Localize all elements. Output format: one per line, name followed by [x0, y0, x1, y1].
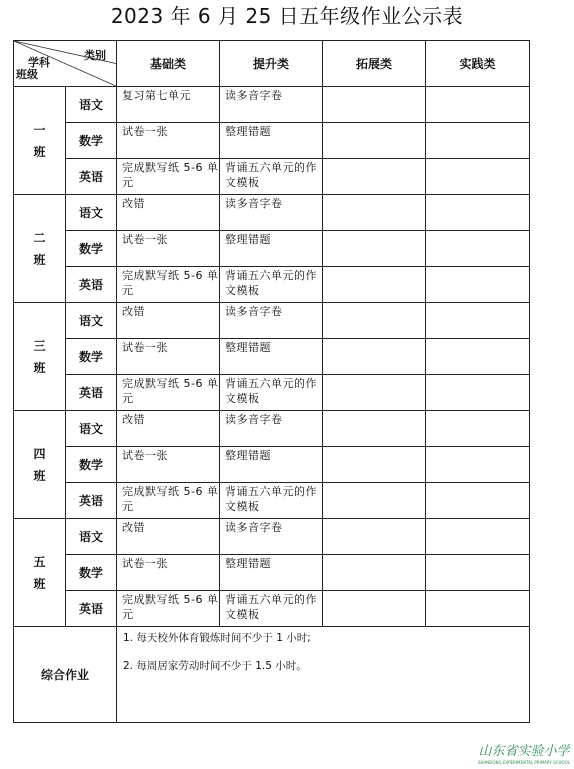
basic-homework-cell — [117, 303, 220, 339]
table-row — [14, 483, 530, 519]
basic-homework-cell — [117, 555, 220, 591]
extended-homework-cell — [323, 483, 426, 519]
svg-text:山东省实验小学: 山东省实验小学 — [478, 744, 570, 759]
extended-homework-text — [328, 555, 425, 556]
table-row — [14, 591, 530, 627]
extended-homework-text — [328, 159, 425, 160]
extended-homework-cell — [323, 267, 426, 303]
class-name-bottom: 班 — [33, 252, 46, 267]
basic-homework-cell — [117, 447, 220, 483]
extended-homework-text — [328, 339, 425, 340]
basic-homework-text: 试卷一张 — [122, 341, 168, 354]
basic-homework-text: 改错 — [122, 197, 145, 210]
class-name-top: 四 — [33, 446, 46, 461]
extended-homework-text — [328, 519, 425, 520]
advanced-homework-text: 整理错题 — [225, 449, 271, 462]
basic-homework-text: 完成默写纸 5-6 单元 — [122, 161, 219, 189]
basic-homework-cell — [117, 411, 220, 447]
advanced-homework-cell — [220, 591, 323, 627]
practice-homework-text — [431, 447, 529, 448]
table-row — [14, 375, 530, 411]
class-name-cell — [14, 195, 66, 303]
advanced-homework-text: 整理错题 — [225, 341, 271, 354]
subject-cell: 英语 — [66, 159, 117, 195]
school-logo — [478, 739, 570, 767]
practice-homework-text — [431, 339, 529, 340]
table-row — [14, 555, 530, 591]
basic-homework-text: 完成默写纸 5-6 单元 — [122, 593, 219, 621]
advanced-homework-text: 读多音字卷 — [225, 413, 283, 426]
extended-homework-cell — [323, 339, 426, 375]
practice-homework-cell — [426, 591, 530, 627]
extended-homework-cell — [323, 159, 426, 195]
basic-homework-cell — [117, 87, 220, 123]
summary-notes-cell — [117, 627, 530, 723]
advanced-homework-cell — [220, 303, 323, 339]
class-name-cell — [14, 411, 66, 519]
advanced-homework-cell — [220, 87, 323, 123]
table-row — [14, 231, 530, 267]
summary-note: 2. 每周居家劳动时间不少于 1.5 小时。 — [123, 660, 307, 672]
class-name-cell — [14, 519, 66, 627]
extended-homework-text — [328, 411, 425, 412]
table-row — [14, 195, 530, 231]
practice-homework-text — [431, 267, 529, 268]
subject-cell: 英语 — [66, 267, 117, 303]
extended-homework-text — [328, 303, 425, 304]
subject-cell: 英语 — [66, 483, 117, 519]
advanced-homework-cell — [220, 519, 323, 555]
practice-homework-cell — [426, 303, 530, 339]
column-header-practice: 实践类 — [426, 41, 530, 87]
practice-homework-text — [431, 195, 529, 196]
basic-homework-cell — [117, 339, 220, 375]
advanced-homework-cell — [220, 339, 323, 375]
practice-homework-text — [431, 159, 529, 160]
class-name-bottom: 班 — [33, 468, 46, 483]
basic-homework-cell — [117, 267, 220, 303]
basic-homework-cell — [117, 519, 220, 555]
corner-subject-label: 学科 — [28, 56, 50, 69]
extended-homework-text — [328, 375, 425, 376]
advanced-homework-text: 背诵五六单元的作文模板 — [225, 269, 317, 297]
basic-homework-text: 复习第七单元 — [122, 89, 191, 102]
practice-homework-text — [431, 411, 529, 412]
advanced-homework-text: 读多音字卷 — [225, 197, 283, 210]
practice-homework-text — [431, 483, 529, 484]
advanced-homework-text: 背诵五六单元的作文模板 — [225, 485, 317, 513]
practice-homework-cell — [426, 555, 530, 591]
table-row — [14, 87, 530, 123]
advanced-homework-cell — [220, 267, 323, 303]
summary-note: 1. 每天校外体育锻炼时间不少于 1 小时; — [123, 632, 311, 644]
basic-homework-text: 试卷一张 — [122, 233, 168, 246]
practice-homework-text — [431, 303, 529, 304]
practice-homework-cell — [426, 519, 530, 555]
basic-homework-text: 改错 — [122, 413, 145, 426]
table-row — [14, 519, 530, 555]
advanced-homework-cell — [220, 375, 323, 411]
subject-cell: 数学 — [66, 447, 117, 483]
advanced-homework-cell — [220, 159, 323, 195]
practice-homework-cell — [426, 339, 530, 375]
basic-homework-text: 改错 — [122, 305, 145, 318]
column-header-advanced: 提升类 — [220, 41, 323, 87]
advanced-homework-cell — [220, 555, 323, 591]
page-title: 2023 年 6 月 25 日五年级作业公示表 — [110, 4, 464, 28]
class-name-top: 三 — [33, 338, 46, 353]
extended-homework-cell — [323, 231, 426, 267]
basic-homework-text: 改错 — [122, 521, 145, 534]
practice-homework-cell — [426, 195, 530, 231]
practice-homework-cell — [426, 231, 530, 267]
subject-cell: 语文 — [66, 87, 117, 123]
practice-homework-cell — [426, 375, 530, 411]
extended-homework-cell — [323, 195, 426, 231]
basic-homework-text: 试卷一张 — [122, 557, 168, 570]
extended-homework-text — [328, 195, 425, 196]
practice-homework-text — [431, 519, 529, 520]
practice-homework-cell — [426, 447, 530, 483]
practice-homework-cell — [426, 123, 530, 159]
summary-row — [14, 627, 530, 723]
table-row — [14, 159, 530, 195]
subject-cell: 数学 — [66, 231, 117, 267]
extended-homework-cell — [323, 411, 426, 447]
advanced-homework-cell — [220, 231, 323, 267]
advanced-homework-text: 读多音字卷 — [225, 521, 283, 534]
class-name-top: 二 — [33, 230, 46, 245]
table-row — [14, 303, 530, 339]
extended-homework-text — [328, 123, 425, 124]
extended-homework-text — [328, 447, 425, 448]
corner-header-cell — [14, 41, 117, 87]
subject-cell: 语文 — [66, 519, 117, 555]
practice-homework-cell — [426, 87, 530, 123]
basic-homework-cell — [117, 483, 220, 519]
class-name-cell — [14, 87, 66, 195]
class-name-top: 一 — [33, 122, 46, 137]
subject-cell: 数学 — [66, 555, 117, 591]
table-row — [14, 339, 530, 375]
practice-homework-cell — [426, 411, 530, 447]
header-row — [14, 41, 530, 87]
table-row — [14, 123, 530, 159]
extended-homework-text — [328, 483, 425, 484]
corner-class-label: 班级 — [16, 68, 38, 81]
extended-homework-cell — [323, 87, 426, 123]
advanced-homework-cell — [220, 123, 323, 159]
extended-homework-text — [328, 591, 425, 592]
subject-cell: 语文 — [66, 411, 117, 447]
extended-homework-text — [328, 87, 425, 88]
advanced-homework-text: 整理错题 — [225, 233, 271, 246]
advanced-homework-text: 背诵五六单元的作文模板 — [225, 377, 317, 405]
corner-category-label: 类别 — [84, 49, 106, 62]
advanced-homework-text: 整理错题 — [225, 125, 271, 138]
summary-label: 综合作业 — [14, 627, 117, 723]
practice-homework-cell — [426, 483, 530, 519]
advanced-homework-text: 读多音字卷 — [225, 305, 283, 318]
class-name-cell — [14, 303, 66, 411]
extended-homework-cell — [323, 303, 426, 339]
extended-homework-cell — [323, 591, 426, 627]
advanced-homework-text: 背诵五六单元的作文模板 — [225, 593, 317, 621]
extended-homework-cell — [323, 555, 426, 591]
subject-cell: 语文 — [66, 303, 117, 339]
basic-homework-text: 完成默写纸 5-6 单元 — [122, 377, 219, 405]
advanced-homework-text: 读多音字卷 — [225, 89, 283, 102]
svg-text:SHANDONG EXPERIMENTAL PRIMARY: SHANDONG EXPERIMENTAL PRIMARY SCHOOL — [478, 760, 570, 765]
extended-homework-cell — [323, 375, 426, 411]
basic-homework-cell — [117, 375, 220, 411]
practice-homework-cell — [426, 159, 530, 195]
class-name-bottom: 班 — [33, 144, 46, 159]
column-header-basic: 基础类 — [117, 41, 220, 87]
advanced-homework-cell — [220, 195, 323, 231]
basic-homework-cell — [117, 591, 220, 627]
basic-homework-cell — [117, 231, 220, 267]
practice-homework-text — [431, 591, 529, 592]
extended-homework-text — [328, 267, 425, 268]
extended-homework-text — [328, 231, 425, 232]
table-row — [14, 267, 530, 303]
extended-homework-cell — [323, 519, 426, 555]
advanced-homework-cell — [220, 483, 323, 519]
class-name-top: 五 — [33, 554, 46, 569]
subject-cell: 数学 — [66, 339, 117, 375]
table-row — [14, 411, 530, 447]
homework-table — [13, 40, 530, 723]
practice-homework-text — [431, 555, 529, 556]
class-name-bottom: 班 — [33, 576, 46, 591]
subject-cell: 英语 — [66, 591, 117, 627]
basic-homework-text: 试卷一张 — [122, 125, 168, 138]
basic-homework-text: 试卷一张 — [122, 449, 168, 462]
practice-homework-cell — [426, 267, 530, 303]
subject-cell: 语文 — [66, 195, 117, 231]
basic-homework-text: 完成默写纸 5-6 单元 — [122, 485, 219, 513]
advanced-homework-text: 整理错题 — [225, 557, 271, 570]
basic-homework-text: 完成默写纸 5-6 单元 — [122, 269, 219, 297]
class-name-bottom: 班 — [33, 360, 46, 375]
basic-homework-cell — [117, 123, 220, 159]
subject-cell: 英语 — [66, 375, 117, 411]
table-row — [14, 447, 530, 483]
extended-homework-cell — [323, 447, 426, 483]
basic-homework-cell — [117, 159, 220, 195]
advanced-homework-cell — [220, 447, 323, 483]
extended-homework-cell — [323, 123, 426, 159]
subject-cell: 数学 — [66, 123, 117, 159]
advanced-homework-cell — [220, 411, 323, 447]
practice-homework-text — [431, 123, 529, 124]
column-header-extended: 拓展类 — [323, 41, 426, 87]
practice-homework-text — [431, 231, 529, 232]
basic-homework-cell — [117, 195, 220, 231]
advanced-homework-text: 背诵五六单元的作文模板 — [225, 161, 317, 189]
practice-homework-text — [431, 87, 529, 88]
practice-homework-text — [431, 375, 529, 376]
